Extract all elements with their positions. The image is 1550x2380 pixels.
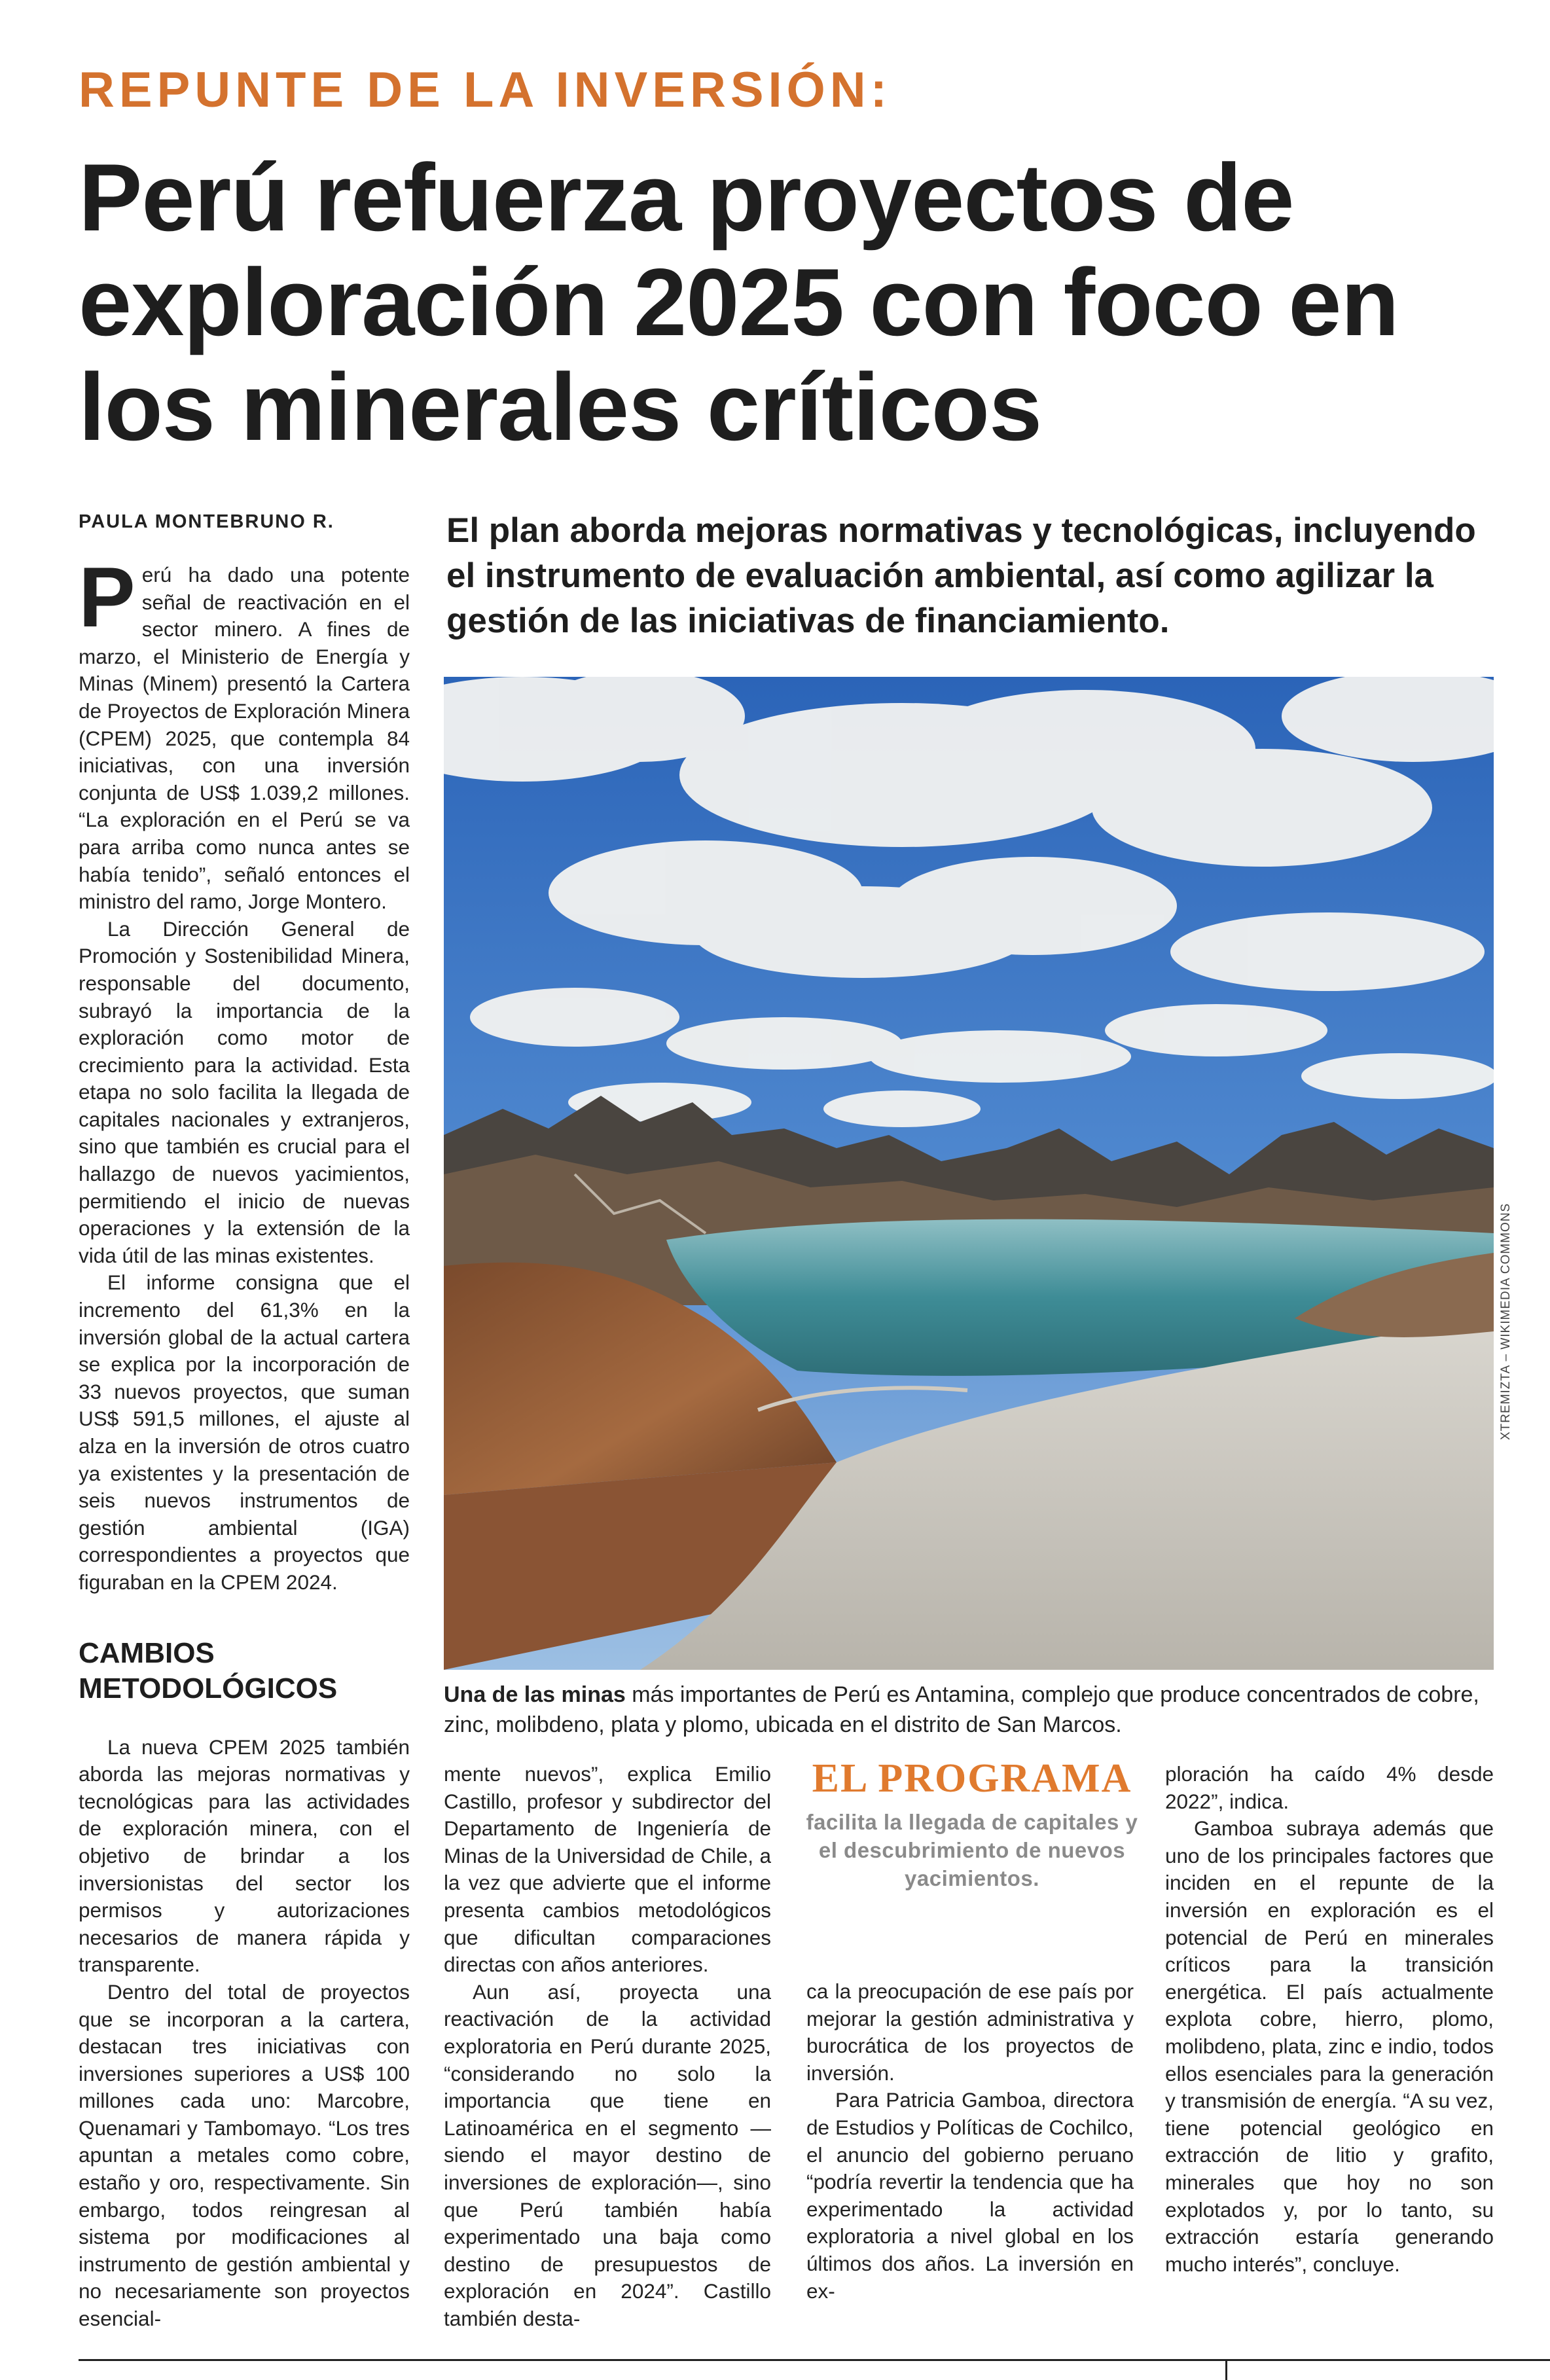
column-4 [1165,1761,1494,2278]
pull-quote-text: facilita la llegada de capitales y el descubrimiento de nuevos yacimientos. [806,1810,1138,1890]
caption-text: más importantes de Perú es Antamina, complejo que produce concentrados de cobre, zinc, molibdeno, plata y plomo, ubicada en el distrito de San Marcos. [444,1682,1479,1737]
body-paragraph: Dentro del total de proyectos que se incorporan a la cartera, destacan tres iniciativas con inversiones superiores a US$ 100 millones cada uno: Marcobre, Quenamari y Tambomayo. “Los tres apuntan a metales como cobre, estaño y oro, respectivamente. Sin embargo, todos reingresan al sistema por modificaciones al instrumento de gestión ambiental y no necesariamente son proyectos esencial- [79,1979,410,2331]
body-paragraph: Para Patricia Gamboa, directora de Estudios y Políticas de Cochilco, el anuncio del gobierno peruano “podría revertir la tendencia que ha experimentado la actividad exploratoria a nivel global en los últimos dos años. La inversión en ex- [806,2088,1134,2303]
column-1 [79,549,410,2333]
photo-credit: XTREMIZTA – WIKIMEDIA COMMONS [1499,1202,1513,1440]
body-paragraph: El informe consigna que el incremento del 61,3% en la inversión global de la actual cartera se explica por la incorporación de 33 nuevos proyectos, que suman US$ 591,5 millones, el ajuste al alza en la inversión de otros cuatro ya existentes y la presentación de seis nuevos instrumentos de gestión ambiental (IGA) correspondientes a proyectos que figuraban en la CPEM 2024. [79,1271,410,1594]
drop-cap: P [79,549,135,645]
byline: PAULA MONTEBRUNO R. [79,511,334,532]
kicker: REPUNTE DE LA INVERSIÓN: [79,62,892,118]
body-paragraph: mente nuevos”, explica Emilio Castillo, profesor y subdirector del Departamento de Ingeniería de Minas de la Universidad de Chile, a la vez que advierte que el informe presenta cambios metodológicos que dificultan comparaciones directas con años anteriores. [444,1762,771,1977]
column-2 [444,1761,771,2332]
body-paragraph: Perú ha dado una potente señal de reactivación en el sector minero. A fines de marzo, el Ministerio de Energía y Minas (Minem) presentó la Cartera de Proyectos de Exploración Minera (CPEM) 2025, que contempla 84 iniciativas, con una inversión conjunta de US$ 1.039,2 millones. “La exploración en el Perú se va para arriba como nunca antes se había tenido”, señaló entonces el ministro del ramo, Jorge Montero. [79,549,410,914]
pull-quote [799,1758,1145,1892]
deck: El plan aborda mejoras normativas y tecnológicas, incluyendo el instrumento de evaluación ambiental, así como agilizar la gestión de las iniciativas de financiamiento. [446,511,1476,640]
body-paragraph: ploración ha caído 4% desde 2022”, indica. [1165,1762,1494,1813]
body-paragraph: Aun así, proyecta una reactivación de la actividad exploratoria en Perú durante 2025, “considerando no solo la importancia que tiene en Latinoamérica en el segmento —siendo el mayor destino de inversiones de exploración—, sino que Perú también había experimentado una baja como destino de presupuestos de exploración en 2024”. Castillo también desta- [444,1979,771,2330]
column-3 [806,1978,1134,2305]
caption-lead: Una de las minas [444,1682,626,1707]
photo-caption [444,1680,1494,1740]
body-paragraph: La Dirección General de Promoción y Sostenibilidad Minera, responsable del documento, subrayó la importancia de la exploración como motor de crecimiento para la actividad. Esta etapa no solo facilita la llegada de capitales nacionales y extranjeros, sino que también es crucial para el hallazgo de nuevos yacimientos, permitiendo el inicio de nuevas operaciones y la extensión de la vida útil de las minas existentes. [79,916,410,1267]
mine-photo [444,677,1494,1670]
headline: Perú refuerza proyectos de exploración 2025 con foco en los minerales críticos [79,144,1399,460]
pull-quote-title: EL PROGRAMA [812,1756,1132,1801]
body-paragraph: Gamboa subraya además que uno de los principales factores que inciden en el repunte de la inversión en exploración es el potencial de Perú en minerales críticos para la transición energética. El país actualmente explota cobre, hierro, plomo, molibdeno, plata, zinc e indio, todos ellos esenciales para la generación y transmisión de energía. “A su vez, tiene potencial geológico en extracción de litio y grafito, minerales que hoy no son explotados y, por lo tanto, su extracción estaría generando mucho interés”, concluye. [1165,1816,1494,2276]
body-paragraph: ca la preocupación de ese país por mejorar la gestión administrativa y burocrática de los proyectos de inversión. [806,1979,1134,2085]
bottom-rule [79,2359,1550,2361]
section-subhead: CAMBIOS METODOLÓGICOS [79,1636,338,1704]
body-paragraph: La nueva CPEM 2025 también aborda las mejoras normativas y tecnológicas para las actividades de exploración minera, con el objetivo de brindar a los inversionistas del sector los permisos y autorizaciones necesarios de manera rápida y transparente. [79,1735,410,1977]
bottom-rule-tick [1225,2359,1227,2380]
